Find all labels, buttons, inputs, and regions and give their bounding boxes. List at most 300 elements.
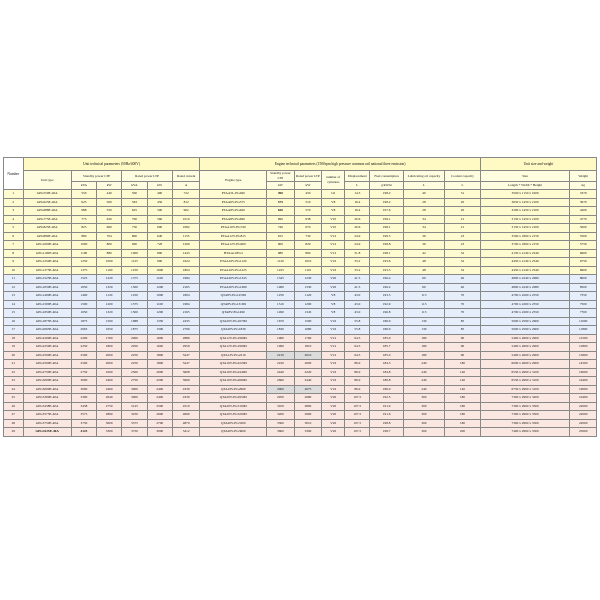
cell-displacement: 43.0 (345, 309, 370, 318)
cell-eng-rated-kw: 1010 (294, 258, 322, 267)
cell-eng-rated-kw: 1500 (294, 317, 322, 326)
cell-cylinders: V16 (322, 377, 345, 386)
cell-eng-rated-kw: 670 (294, 224, 322, 233)
table-row (4, 377, 597, 386)
cell-weight: 6600 (570, 249, 597, 258)
cell-fuel: 186.9 (370, 326, 403, 335)
cell-rated-kw: 450 (147, 198, 172, 207)
cell-standby-kw: 704 (97, 232, 122, 241)
cell-size: 5400 x 2600 x 2900 (480, 351, 570, 360)
cell-rated-kva: 2500 (122, 368, 147, 377)
cell-standby-kva: 688 (71, 207, 96, 216)
cell-standby-kva: 2250 (71, 343, 96, 352)
header-unit-group: Unit technical parameters (50Hz/400V) (23, 158, 200, 171)
cell-engine-type: QTA12V-EG1960D (200, 334, 267, 343)
cell-standby-kva: 3575 (71, 411, 96, 420)
cell-lube: 60 (403, 275, 444, 284)
cell-coolant: 140 (445, 385, 481, 394)
cell-eng-rated-kw: 2220 (294, 368, 322, 377)
cell-cylinders: V8 (322, 309, 345, 318)
table-row (4, 428, 597, 437)
cell-rated-current: 902 (172, 207, 200, 216)
cell-rated-kva: 3000 (122, 385, 147, 394)
cell-rated-kw: 1200 (147, 309, 172, 318)
cell-fuel: 192.9 (370, 300, 403, 309)
cell-coolant: 70 (445, 300, 481, 309)
cell-displacement: 20.6 (345, 215, 370, 224)
cell-standby-kva: 1000 (71, 241, 96, 250)
cell-rated-kva: 2000 (122, 334, 147, 343)
cell-weight: 14500 (570, 360, 597, 369)
table-row (4, 207, 597, 216)
cell-rated-kva: 2750 (122, 377, 147, 386)
cell-fuel: 198.1 (370, 224, 403, 233)
cell-weight: 11800 (570, 326, 597, 335)
cell-weight: 19400 (570, 394, 597, 403)
unit-kw: kW (97, 182, 122, 190)
cell-eng-standby-kw: 3200 (267, 411, 295, 420)
cell-standby-kw: 2000 (97, 351, 122, 360)
cell-rated-current: 1984 (172, 275, 200, 284)
cell-rated-kw: 1100 (147, 275, 172, 284)
cell-rated-kva: 2250 (122, 360, 147, 369)
cell-lube: 180 (403, 351, 444, 360)
cell-eng-rated-kw: 510 (294, 198, 322, 207)
cell-engine-type: PTAA16V-EG1225 (200, 266, 267, 275)
cell-rated-kw: 600 (147, 224, 172, 233)
cell-lube: 300 (403, 402, 444, 411)
cell-fuel: 199.1 (370, 215, 403, 224)
cell-rated-kw: 3000 (147, 428, 172, 437)
cell-eng-standby-kw: 1670 (267, 317, 295, 326)
cell-size: 6000 x 2600 x 2900 (480, 360, 570, 369)
cell-coolant: 32 (445, 266, 481, 275)
generator-spec-table (3, 157, 597, 437)
cell-standby-kw: 1800 (97, 343, 122, 352)
header-weight: Weight (570, 171, 597, 182)
cell-fuel: 193.3 (370, 266, 403, 275)
header-cylinders: number of cylinders (322, 171, 345, 190)
cell-lube: 60 (403, 283, 444, 292)
cell-standby-kw: 1500 (97, 317, 122, 326)
cell-standby-kw: 3000 (97, 419, 122, 428)
cell-rated-current: 1299 (172, 241, 200, 250)
cell-engine-type: QTA20V-EG3100D (200, 402, 267, 411)
cell-eng-rated-kw: 1330 (294, 283, 322, 292)
cell-standby-kva: 1250 (71, 258, 96, 267)
cell-weight: 8000 (570, 275, 597, 284)
cell-size: 7300 x 2900 x 3500 (480, 402, 570, 411)
table-row (4, 198, 597, 207)
cell-coolant: 140 (445, 377, 481, 386)
cell-rated-current: 4870 (172, 419, 200, 428)
cell-size: 7400 x 2900 x 3500 (480, 428, 570, 437)
cell-rated-kw: 1200 (147, 283, 172, 292)
cell-standby-kw: 2000 (97, 360, 122, 369)
table-row (4, 241, 597, 250)
cell-unit-type: GPG1650E-40A (23, 283, 71, 292)
cell-coolant: 23 (445, 241, 481, 250)
cell-unit-type: GPG3438E-40A (23, 402, 71, 411)
cell-eng-rated-kw: 450 (294, 190, 322, 199)
cell-eng-standby-kw: 1310 (267, 300, 295, 309)
cell-unit-type: GPG1650E-40A (23, 309, 71, 318)
unit-eng-kw: kW (267, 182, 295, 190)
cell-lube: 300 (403, 419, 444, 428)
header-coolant: Coolant capacity (445, 171, 481, 182)
cell-fuel: 198.7 (370, 428, 403, 437)
table-row (4, 411, 597, 420)
cell-standby-kva: 1500 (71, 300, 96, 309)
cell-fuel: 198.2 (370, 198, 403, 207)
cell-number: 6 (4, 232, 24, 241)
cell-standby-kva: 1400 (71, 292, 96, 301)
table-row (4, 402, 597, 411)
table-row (4, 360, 597, 369)
cell-unit-type: GPG775E-40A (23, 215, 71, 224)
cell-number: 12 (4, 283, 24, 292)
cell-rated-kw: 1640 (147, 343, 172, 352)
cell-rated-kva: 1500 (122, 283, 147, 292)
cell-rated-current: 2706 (172, 326, 200, 335)
cell-unit-type: GPG3300E-40A (23, 394, 71, 403)
cell-coolant: 180 (445, 402, 481, 411)
cell-standby-kva: 3000 (71, 377, 96, 386)
cell-weight: 4200 (570, 207, 597, 216)
cell-fuel: 185.9 (370, 334, 403, 343)
cell-fuel: 184.8 (370, 368, 403, 377)
cell-cylinders: V16 (322, 360, 345, 369)
cell-eng-rated-kw: 2000 (294, 360, 322, 369)
cell-engine-type: QTA20V-EG3300 (200, 419, 267, 428)
cell-displacement: 41.5 (345, 283, 370, 292)
cell-number: 22 (4, 368, 24, 377)
cell-fuel: 185.0 (370, 351, 403, 360)
cell-number: 7 (4, 241, 24, 250)
cell-rated-current: 722 (172, 190, 200, 199)
cell-eng-rated-kw: 730 (294, 232, 322, 241)
cell-weight: 22000 (570, 402, 597, 411)
cell-number: 21 (4, 360, 24, 369)
table-row (4, 249, 597, 258)
cell-weight: 4770 (570, 215, 597, 224)
cell-lube: 130 (403, 317, 444, 326)
cell-rated-kva: 625 (122, 207, 147, 216)
cell-cylinders: V12 (322, 241, 345, 250)
header-engine-group: Engine technical parameters (1500rpm high pressure common rail national three emission) (200, 158, 480, 171)
cell-number: 1 (4, 190, 24, 199)
cell-fuel: 198.1 (370, 249, 403, 258)
unit-gkwh: g/kW.hr (370, 182, 403, 190)
cell-standby-kw: 1220 (97, 275, 122, 284)
cell-cylinders: V16 (322, 266, 345, 275)
cell-rated-current: 1984 (172, 300, 200, 309)
cell-size: 5000 x 2500 x 2600 (480, 326, 570, 335)
cell-coolant: 90 (445, 351, 481, 360)
cell-size: 7300 x 2900 x 3500 (480, 411, 570, 420)
cell-standby-kva: 1375 (71, 266, 96, 275)
cell-eng-standby-kw: 575 (267, 198, 295, 207)
cell-size: 3700 x 1800 x 2150 (480, 241, 570, 250)
unit-litre-coolant: L (445, 182, 481, 190)
cell-weight: 7500 (570, 300, 597, 309)
table-row (4, 317, 597, 326)
cell-eng-rated-kw: 1200 (294, 300, 322, 309)
cell-engine-type: QTA20V-EG1830 (200, 326, 267, 335)
cell-fuel: 186.9 (370, 317, 403, 326)
cell-coolant: 20 (445, 207, 481, 216)
cell-standby-kw: 880 (97, 249, 122, 258)
cell-cylinders: V10 (322, 224, 345, 233)
cell-displacement: 107.5 (345, 402, 370, 411)
cell-weight: 16000 (570, 368, 597, 377)
cell-eng-standby-kw: 490 (267, 190, 295, 199)
cell-unit-type: GPG2250E-40A (23, 343, 71, 352)
cell-rated-kw: 1000 (147, 292, 172, 301)
cell-rated-kva: 1375 (122, 300, 147, 309)
cell-lube: 48 (403, 258, 444, 267)
cell-weight: 13600 (570, 351, 597, 360)
cell-eng-rated-kw: 3300 (294, 428, 322, 437)
cell-number: 27 (4, 411, 24, 420)
cell-displacement: 55.8 (345, 326, 370, 335)
cell-eng-standby-kw: 1345 (267, 275, 295, 284)
cell-size: 4700 x 2200 x 2550 (480, 309, 570, 318)
cell-size: 4800 x 2240 x 2680 (480, 283, 570, 292)
cell-rated-current: 1804 (172, 292, 200, 301)
cell-rated-current: 2165 (172, 283, 200, 292)
cell-unit-type: GPG3000E-40A (23, 385, 71, 394)
cell-unit-type: GPG550E-40A (23, 190, 71, 199)
cell-number: 26 (4, 402, 24, 411)
cell-eng-standby-kw: 900 (267, 241, 295, 250)
cell-rated-current: 2435 (172, 317, 200, 326)
cell-eng-standby-kw: 2950 (267, 394, 295, 403)
cell-coolant: 31 (445, 190, 481, 199)
cell-weight: 16400 (570, 377, 597, 386)
cell-number: 14 (4, 300, 24, 309)
cell-rated-kw: 1350 (147, 317, 172, 326)
cell-unit-type: GPG1000E-40A (23, 241, 71, 250)
cell-rated-kva: 800 (122, 232, 147, 241)
cell-rated-current: 1082 (172, 224, 200, 233)
cell-lube: 36 (403, 232, 444, 241)
table-row (4, 385, 597, 394)
cell-displacement: 33.2 (345, 258, 370, 267)
header-eng-rated-power: Rated power LTP (294, 171, 322, 182)
cell-engine-type: QTA20V-EG1670D (200, 317, 267, 326)
cell-eng-standby-kw: 1830 (267, 326, 295, 335)
cell-standby-kw: 2400 (97, 377, 122, 386)
cell-rated-kva: 1250 (122, 292, 147, 301)
cell-rated-kva: 1688 (122, 317, 147, 326)
cell-coolant: 40 (445, 275, 481, 284)
cell-weight: 6900 (570, 266, 597, 275)
cell-cylinders: V8 (322, 198, 345, 207)
cell-displacement: 41.5 (345, 275, 370, 284)
cell-rated-kva: 500 (122, 190, 147, 199)
cell-standby-kva: 625 (71, 198, 96, 207)
cell-lube: 42 (403, 249, 444, 258)
cell-eng-rated-kw: 1810 (294, 343, 322, 352)
cell-number: 18 (4, 334, 24, 343)
cell-rated-current: 4690 (172, 411, 200, 420)
cell-eng-standby-kw: 980 (267, 249, 295, 258)
header-lube: Lubricating oil capacity (403, 171, 444, 182)
cell-rated-current: 1155 (172, 232, 200, 241)
cell-rated-current: 1010 (172, 215, 200, 224)
cell-weight: 22000 (570, 419, 597, 428)
cell-coolant: 180 (445, 394, 481, 403)
cell-eng-rated-kw: 1120 (294, 292, 322, 301)
cell-engine-type: QTA20V-EG3600 (200, 428, 267, 437)
cell-engine-type: PTAA8V-EG690 (200, 215, 267, 224)
cell-rated-kw: 2000 (147, 368, 172, 377)
cell-standby-kva: 1650 (71, 309, 96, 318)
table-row (4, 266, 597, 275)
cell-unit-type: GPG688E-40A (23, 207, 71, 216)
cell-eng-standby-kw: 815 (267, 232, 295, 241)
cell-coolant: 20 (445, 198, 481, 207)
cell-coolant: 180 (445, 419, 481, 428)
cell-standby-kva: 3750 (71, 419, 96, 428)
cell-rated-kw: 500 (147, 207, 172, 216)
cell-rated-kw: 800 (147, 249, 172, 258)
cell-engine-type: PTAA12V-EG815 (200, 232, 267, 241)
unit-ampere: A (172, 182, 200, 190)
cell-rated-kw: 1100 (147, 300, 172, 309)
cell-number: 5 (4, 224, 24, 233)
cell-eng-standby-kw: 1480 (267, 283, 295, 292)
cell-unit-type: GPG3000E-40A (23, 377, 71, 386)
cell-fuel: 196.8 (370, 309, 403, 318)
cell-eng-rated-kw: 1230 (294, 275, 322, 284)
cell-rated-current: 3247 (172, 360, 200, 369)
cell-eng-standby-kw: 3100 (267, 402, 295, 411)
cell-eng-standby-kw: 3300 (267, 419, 295, 428)
cell-fuel: 196.4 (370, 275, 403, 284)
cell-number: 25 (4, 394, 24, 403)
cell-lube: 48 (403, 266, 444, 275)
unit-kg: kg (570, 182, 597, 190)
cell-rated-current: 4330 (172, 385, 200, 394)
cell-rated-kw: 2200 (147, 377, 172, 386)
cell-standby-kw: 2200 (97, 368, 122, 377)
cell-fuel: 198.8 (370, 241, 403, 250)
cell-displacement: 107.5 (345, 428, 370, 437)
cell-number: 17 (4, 326, 24, 335)
cell-rated-kw: 1800 (147, 360, 172, 369)
cell-rated-current: 2959 (172, 343, 200, 352)
cell-rated-current: 812 (172, 198, 200, 207)
cell-rated-kva: 563 (122, 198, 147, 207)
cell-cylinders: L6 (322, 190, 345, 199)
table-row (4, 258, 597, 267)
cell-rated-current: 1804 (172, 266, 200, 275)
cell-eng-standby-kw: 2210 (267, 351, 295, 360)
cell-size: 3500 x 1150 x 1600 (480, 190, 570, 199)
cell-eng-standby-kw: 2660 (267, 377, 295, 386)
cell-standby-kw: 2750 (97, 402, 122, 411)
cell-engine-type: PTAA20V-EG1345 (200, 275, 267, 284)
cell-fuel: 197.6 (370, 207, 403, 216)
cell-unit-type: GPG2063E-40A (23, 326, 71, 335)
cell-rated-current: 1624 (172, 258, 200, 267)
cell-standby-kva: 775 (71, 215, 96, 224)
cell-rated-kva: 1500 (122, 309, 147, 318)
cell-cylinders: V20 (322, 275, 345, 284)
header-rated-power: Rated power LTP (122, 171, 173, 182)
cell-cylinders: V12 (322, 232, 345, 241)
cell-coolant: 70 (445, 309, 481, 318)
cell-displacement: 43.0 (345, 292, 370, 301)
cell-displacement: 31.8 (345, 249, 370, 258)
cell-standby-kva: 2500 (71, 351, 96, 360)
cell-unit-type: GPG1525E-40A (23, 275, 71, 284)
cell-displacement: 20.6 (345, 224, 370, 233)
cell-standby-kw: 1120 (97, 292, 122, 301)
cell-engine-type: QTA16V-EG2900 (200, 385, 267, 394)
cell-unit-type: GPG2500E-40A (23, 360, 71, 369)
cell-rated-kva: 1250 (122, 266, 147, 275)
cell-weight: 6750 (570, 258, 597, 267)
table-row (4, 394, 597, 403)
unit-dimensions: Length * Width * Height (480, 182, 570, 190)
cell-weight: 19000 (570, 385, 597, 394)
cell-standby-kw: 1320 (97, 309, 122, 318)
cell-lube: 34 (403, 224, 444, 233)
cell-cylinders: V20 (322, 394, 345, 403)
cell-standby-kva: 825 (71, 224, 96, 233)
table-row (4, 292, 597, 301)
cell-unit-type: GPG2200E-40A (23, 334, 71, 343)
table-row (4, 326, 597, 335)
cell-cylinders: V20 (322, 419, 345, 428)
cell-cylinders: V12 (322, 334, 345, 343)
cell-rated-kw: 720 (147, 241, 172, 250)
cell-weight: 22000 (570, 411, 597, 420)
cell-fuel: 186.8 (370, 377, 403, 386)
cell-rated-kw: 1600 (147, 334, 172, 343)
cell-eng-rated-kw: 1760 (294, 334, 322, 343)
cell-rated-current: 4510 (172, 402, 200, 411)
cell-eng-rated-kw: 2680 (294, 394, 322, 403)
cell-rated-current: 2886 (172, 334, 200, 343)
cell-rated-kva: 1125 (122, 258, 147, 267)
cell-rated-current: 3608 (172, 368, 200, 377)
header-eng-standby-power: Standby power LTP (267, 171, 295, 182)
cell-size: 3150 x 1450 x 2100 (480, 215, 570, 224)
cell-standby-kw: 2860 (97, 411, 122, 420)
cell-eng-standby-kw: 1960 (267, 334, 295, 343)
table-row (4, 419, 597, 428)
cell-size: 3650 x 1450 x 2100 (480, 198, 570, 207)
cell-coolant: 21 (445, 215, 481, 224)
cell-engine-type: QTA8V-EG1490 (200, 309, 267, 318)
cell-rated-current: 3969 (172, 377, 200, 386)
cell-displacement: 24.9 (345, 232, 370, 241)
cell-displacement: 107.5 (345, 411, 370, 420)
cell-size: 4700 x 2200 x 2550 (480, 292, 570, 301)
cell-rated-current: 2165 (172, 309, 200, 318)
cell-number: 3 (4, 207, 24, 216)
cell-lube: 113 (403, 309, 444, 318)
cell-unit-type: GPG1500E-40A (23, 300, 71, 309)
cell-unit-type: GPG1875E-40A (23, 317, 71, 326)
cell-number: 13 (4, 292, 24, 301)
cell-cylinders: V20 (322, 428, 345, 437)
cell-eng-rated-kw: 2900 (294, 411, 322, 420)
